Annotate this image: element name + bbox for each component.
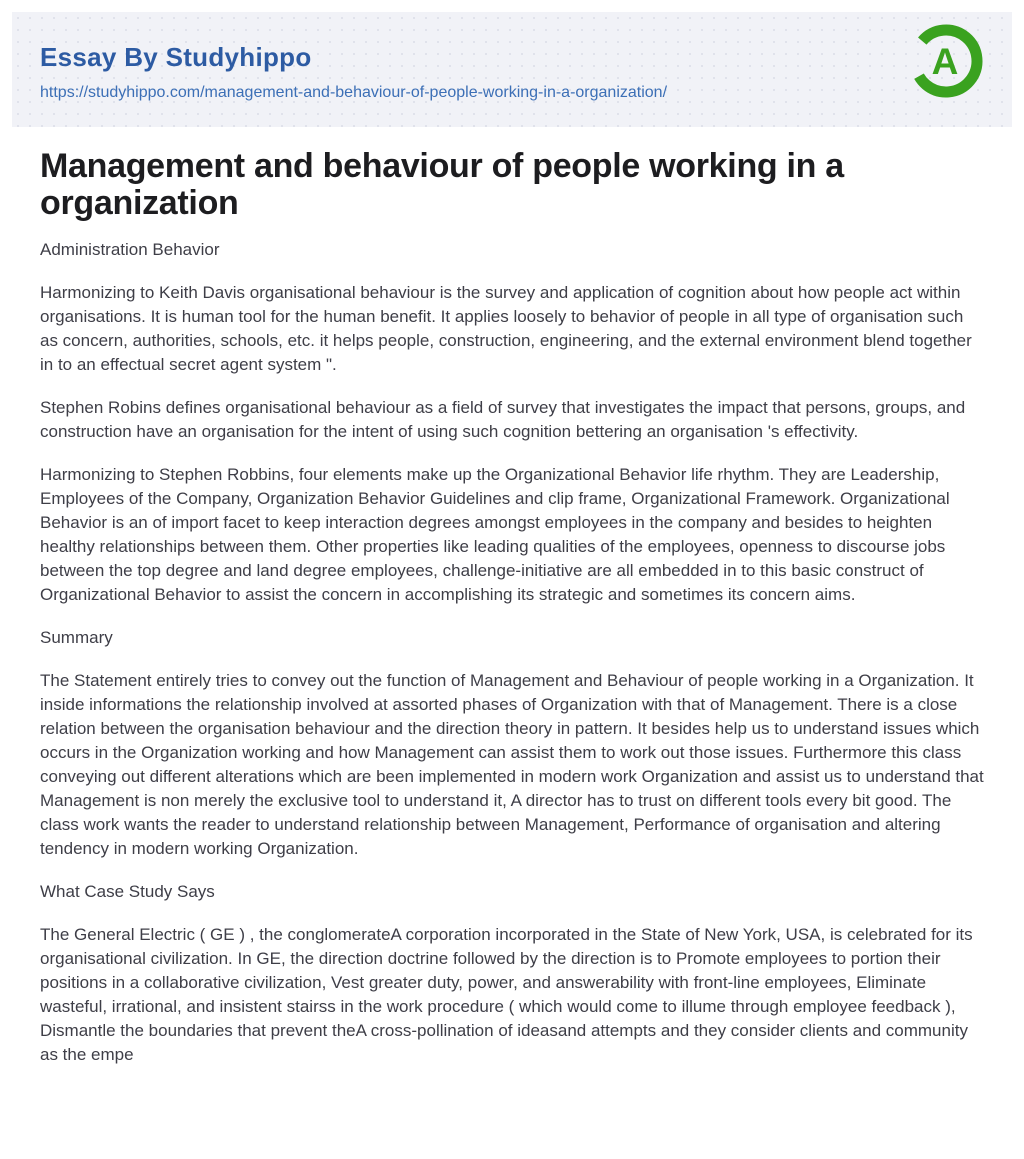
article-category: Administration Behavior <box>40 240 220 259</box>
paragraph: The General Electric ( GE ) , the conglomerateA corporation incorporated in the State of New York, USA, is celebrated for its organisational civilization. In GE, the direction doctrine followed by the direction is to Promote employees to portion their positions in a collaborative civilization, Vest greater duty, power, and answerability with front-line employees, Eliminate wasteful, irrational, and insistent stairss in the work procedure ( which would come to illume through employee feedback ), Dismantle the boundaries that prevent theA cross-pollination of ideasand attempts and they consider clients and community as the empe <box>40 925 973 1064</box>
studyhippo-logo-icon <box>908 23 984 99</box>
paragraph: Stephen Robins defines organisational behaviour as a field of survey that investigates the impact that persons, groups, and construction have an organisation for the intent of using such cognition bettering an organisation 's effectivity. <box>40 398 966 441</box>
page-url-link[interactable]: https://studyhippo.com/management-and-behaviour-of-people-working-in-a-organization/ <box>40 84 668 101</box>
paragraph: Harmonizing to Stephen Robbins, four elements make up the Organizational Behavior life rhythm. They are Leadership, Employees of the Company, Organization Behavior Guidelines and clip frame, Organizational Framework. Organizational Behavior is an of import facet to keep interaction degrees amongst employees in the company and besides to heighten healthy relationships between them. Other properties like leading qualities of the employees, openness to discourse jobs between the top degree and land degree employees, challenge-initiative are all embedded in to this basic construct of Organizational Behavior to assist the concern in accomplishing its strategic and sometimes its concern aims. <box>40 465 950 604</box>
paragraph: Harmonizing to Keith Davis organisational behaviour is the survey and application of cognition about how people act within organisations. It is human tool for the human benefit. It applies loosely to behavior of people in all type of organisation such as concern, authorities, schools, etc. it helps people, construction, engineering, and the external environment blend together in to an effectual secret agent system ". <box>40 283 972 374</box>
section-subheading: What Case Study Says <box>40 882 215 901</box>
site-header <box>12 12 1012 127</box>
logo-letter: A <box>931 41 959 82</box>
article-title: Management and behaviour of people working in a organization <box>40 147 844 222</box>
article-body <box>40 281 984 1067</box>
section-subheading: Summary <box>40 628 113 647</box>
site-title: Essay By Studyhippo <box>40 42 312 72</box>
article <box>0 127 1024 1086</box>
paragraph: The Statement entirely tries to convey out the function of Management and Behaviour of people working in a Organization. It inside informations the relationship involved at assorted phases of Organization with that of Management. There is a close relation between the organisation behaviour and the direction theory in pattern. It besides help us to understand issues which occurs in the Organization working and how Management can assist them to work out those issues. Furthermore this class conveying out different alterations which are been implemented in modern work Organization and assist us to understand that Management is non merely the exclusive tool to understand it, A director has to trust on different tools every bit good. The class work wants the reader to understand relationship between Management, Performance of organisation and altering tendency in modern working Organization. <box>40 671 984 858</box>
